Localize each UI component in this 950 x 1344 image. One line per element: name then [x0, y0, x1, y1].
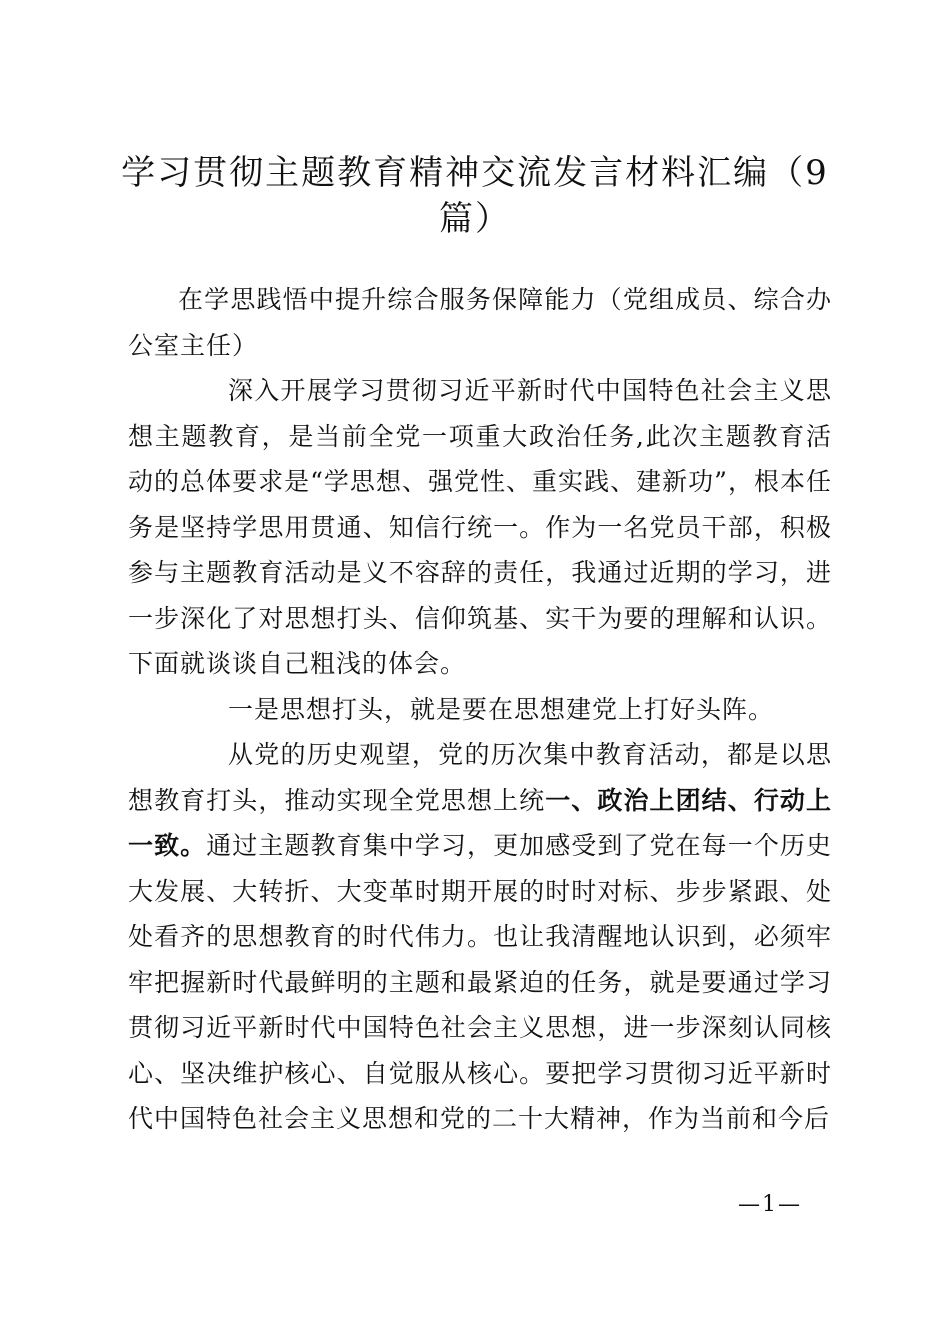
section-subtitle: 在学思践悟中提升综合服务保障能力（党组成员、综合办公室主任）	[128, 285, 832, 360]
page-number: —1—	[738, 1192, 802, 1217]
paragraph-history-start: 从党的历史观望，党的历次集中教育活动，都是以思想教育打头，推动实现全党思想上统	[128, 740, 832, 815]
paragraph-intro: 深入开展学习贯彻习近平新时代中国特色社会主义思想主题教育，是当前全党一项重大政治任务,此次主题教育活动的总体要求是“学思想、强党性、重实践、建新功”，根本任务是坚持学思用贯通、知信行统一。作为一名党员干部，积极参与主题教育活动是义不容辞的责任，我通过近期的学习，进一步深化了对思想打头、信仰筑基、实干为要的理解和认识。下面就谈谈自己粗浅的体会。	[128, 376, 832, 678]
paragraph-history-end: 通过主题教育集中学习，更加感受到了党在每一个历史大发展、大转折、大变革时期开展的时时对标、步步紧跟、处处看齐的思想教育的时代伟力。也让我清醒地认识到，必须牢牢把握新时代最鲜明的主题和最紧迫的任务，就是要通过学习贯彻习近平新时代中国特色社会主义思想，进一步深刻认同核心、坚决维护核心、自觉服从核心。要把学习贯彻习近平新时代中国特色社会主义思想和党的二十大精神，作为当前和今后	[128, 831, 832, 1133]
paragraph-history-bold: 一、政治上团结、行动上一致。	[128, 785, 832, 860]
document-body	[128, 277, 832, 1142]
document-title: 学习贯彻主题教育精神交流发言材料汇编（9篇）	[121, 153, 829, 239]
paragraph-point-one: 一是思想打头，就是要在思想建党上打好头阵。	[228, 694, 775, 724]
paragraph-history	[128, 732, 832, 1142]
